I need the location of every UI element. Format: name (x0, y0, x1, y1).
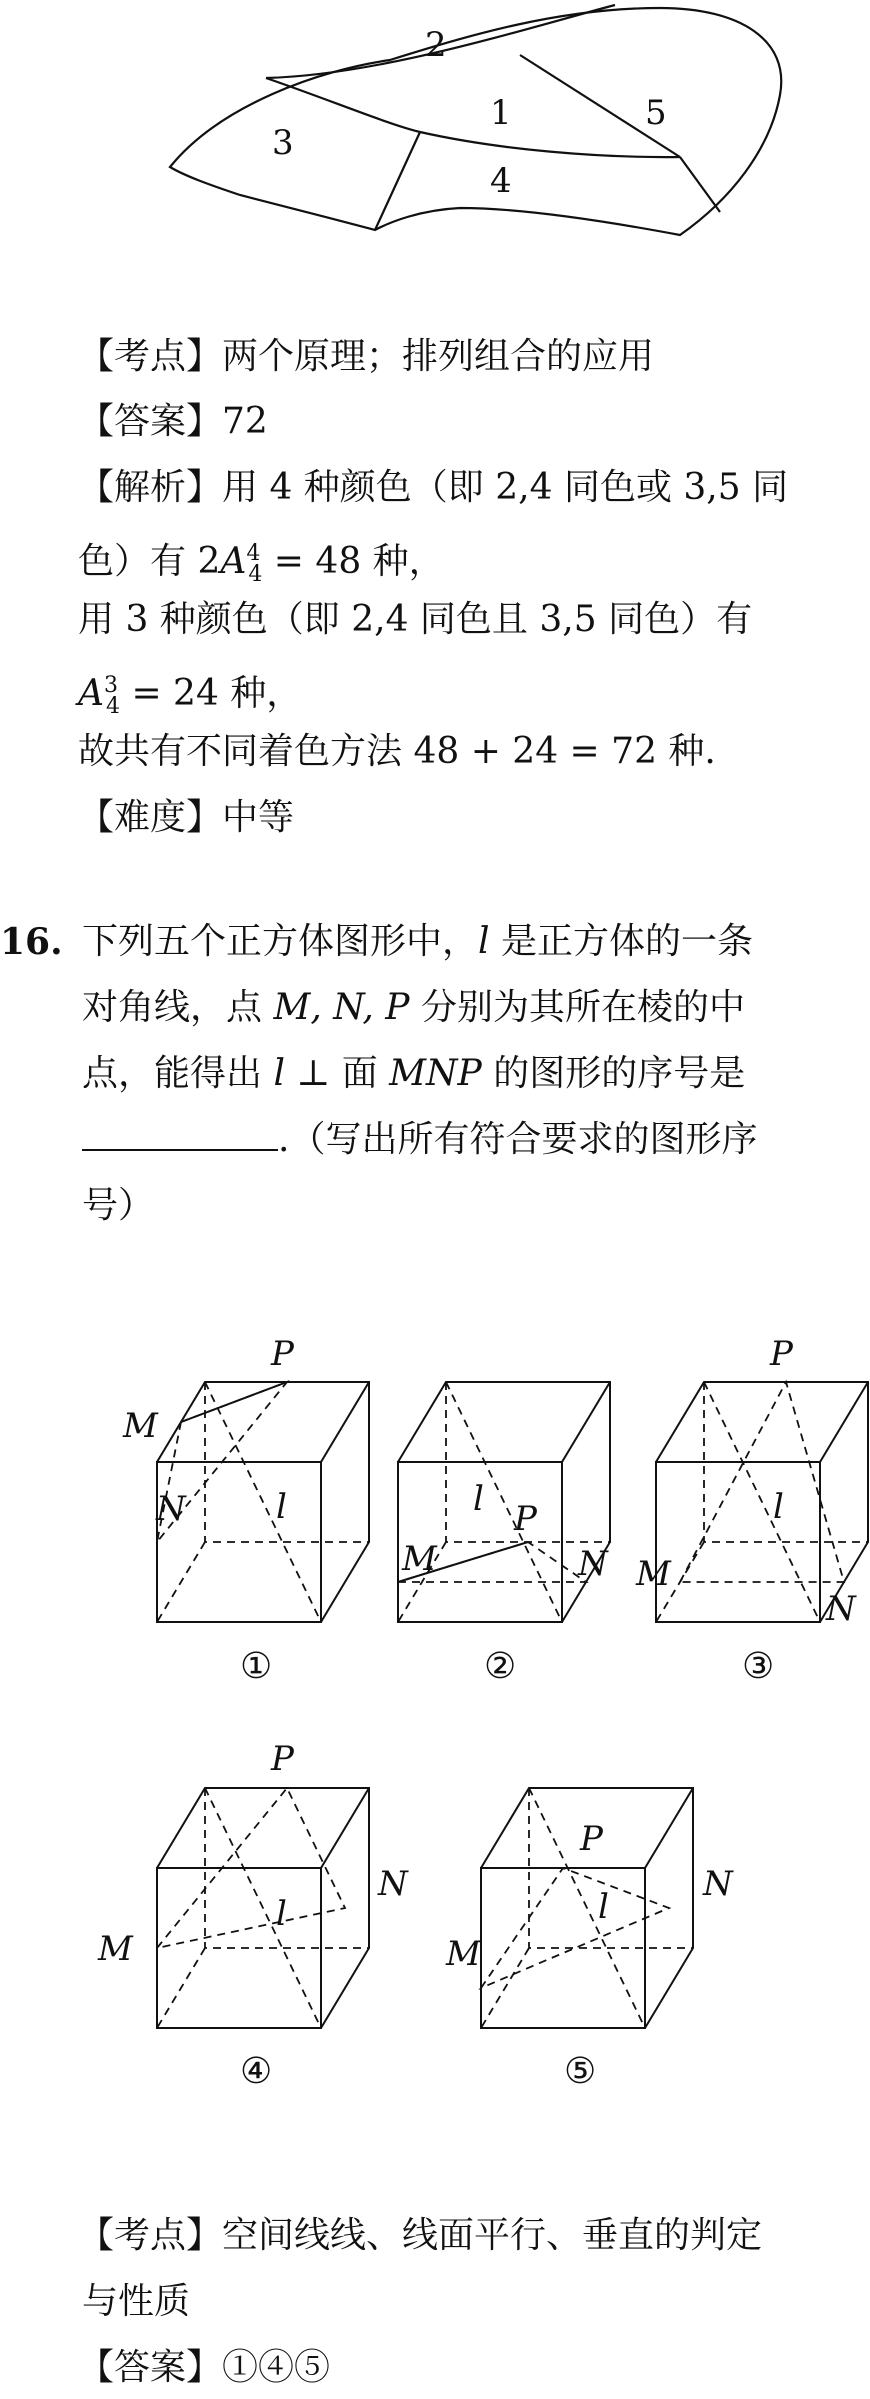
q16-daan-tag: 【答案】 (78, 2347, 223, 2388)
fig3-caption: ③ (742, 1646, 775, 1687)
fig4-label-P: P (271, 1739, 294, 1779)
q16-l2: l (273, 1053, 285, 1094)
kaodian-tag: 【考点】 (78, 336, 223, 377)
jiexi-sub2: 4 (106, 694, 120, 720)
fig5-label-l: l (598, 1887, 609, 1927)
q16-mnp: M, N, P (273, 987, 410, 1028)
fig4-label-l: l (276, 1894, 287, 1934)
fig2-label-M: M (402, 1539, 437, 1579)
cube-figure-4 (97, 1739, 409, 2092)
fig1-caption: ① (240, 1646, 273, 1687)
fig4-label-M: M (98, 1929, 133, 1969)
q16-text-1a: 下列五个正方体图形中， (82, 921, 479, 962)
cube-figure-2 (398, 1382, 610, 1687)
jiexi-text-5: 故共有不同着色方法 48 + 24 = 72 种. (78, 731, 716, 772)
nandu-tag: 【难度】 (78, 797, 223, 838)
cube-figure-5 (445, 1788, 734, 2092)
fig1-label-l: l (276, 1487, 287, 1527)
q16-daan (78, 2346, 330, 2390)
fig3-label-l: l (773, 1487, 784, 1527)
q16-text-3b: ⊥ 面 (284, 1053, 390, 1094)
fig2-label-P: P (514, 1499, 537, 1539)
region-label-2: 2 (425, 25, 447, 65)
region-label-1: 1 (490, 93, 512, 133)
fig5-label-N: N (703, 1864, 733, 1904)
fig4-caption: ④ (240, 2051, 273, 2092)
jiexi-text-1: 用 4 种颜色（即 2,4 同色或 3,5 同 (222, 467, 789, 508)
jiexi-text-3: 用 3 种颜色（即 2,4 同色且 3,5 同色）有 (78, 599, 753, 640)
fig5-label-M: M (446, 1934, 481, 1974)
daan-tag: 【答案】 (78, 401, 223, 442)
q16-kaodian-text-2: 与性质 (82, 2281, 191, 2322)
jiexi-sup: 4 (246, 541, 261, 566)
q16-kaodian-text-1: 空间线线、线面平行、垂直的判定 (222, 2215, 763, 2256)
fig3-label-N: N (826, 1589, 856, 1629)
fig3-label-P: P (770, 1334, 793, 1374)
q16-text-5: 号） (82, 1185, 155, 1226)
jiexi-text-2b: = 48 种， (262, 541, 445, 582)
cube-figure-1 (122, 1334, 369, 1687)
fig1-label-N: N (156, 1489, 186, 1529)
fig1-label-M: M (123, 1406, 158, 1446)
fig1-label-P: P (271, 1334, 294, 1374)
jiexi-A: A (220, 541, 247, 582)
q16-l: l (478, 921, 490, 962)
fig2-caption: ② (484, 1646, 517, 1687)
q16-text-2a: 对角线，点 (82, 987, 274, 1028)
kaodian-text: 两个原理；排列组合的应用 (222, 336, 655, 377)
jiexi-text-2a: 色）有 2 (78, 541, 221, 582)
jiexi-tag: 【解析】 (78, 467, 223, 508)
q16-kaodian-tag: 【考点】 (78, 2215, 223, 2256)
region-label-3: 3 (272, 123, 294, 163)
q16-number: 16. (0, 921, 63, 963)
region-label-5: 5 (645, 93, 667, 133)
fig2-label-N: N (578, 1544, 608, 1584)
q16-text-3a: 点，能得出 (82, 1053, 274, 1094)
jiexi-text-4b: = 24 种， (120, 673, 303, 714)
cube-figure-3 (635, 1334, 868, 1687)
jiexi-sup2: 3 (104, 673, 118, 698)
q16-mnp2: MNP (389, 1053, 482, 1094)
fig5-label-P: P (580, 1819, 603, 1859)
q16-daan-text: ①④⑤ (222, 2347, 331, 2388)
q16-text-3c: 的图形的序号是 (481, 1053, 746, 1094)
fig4-label-N: N (378, 1864, 408, 1904)
fig2-label-l: l (473, 1479, 484, 1519)
jiexi-A2: A (78, 673, 104, 714)
nandu-text: 中等 (222, 797, 295, 838)
daan-text: 72 (222, 401, 268, 442)
fig5-caption: ⑤ (564, 2051, 597, 2092)
jiexi-sub: 4 (248, 562, 263, 588)
q16-kaodian-line1 (78, 2214, 762, 2258)
region-label-4: 4 (490, 161, 512, 201)
q16-kaodian-line2 (82, 2280, 190, 2324)
q16-text-1b: 是正方体的一条 (489, 921, 753, 962)
q16-text-2b: 分别为其所在棱的中 (409, 987, 745, 1028)
fig3-label-M: M (636, 1554, 671, 1594)
q16-text-4: .（写出所有符合要求的图形序 (278, 1119, 758, 1160)
